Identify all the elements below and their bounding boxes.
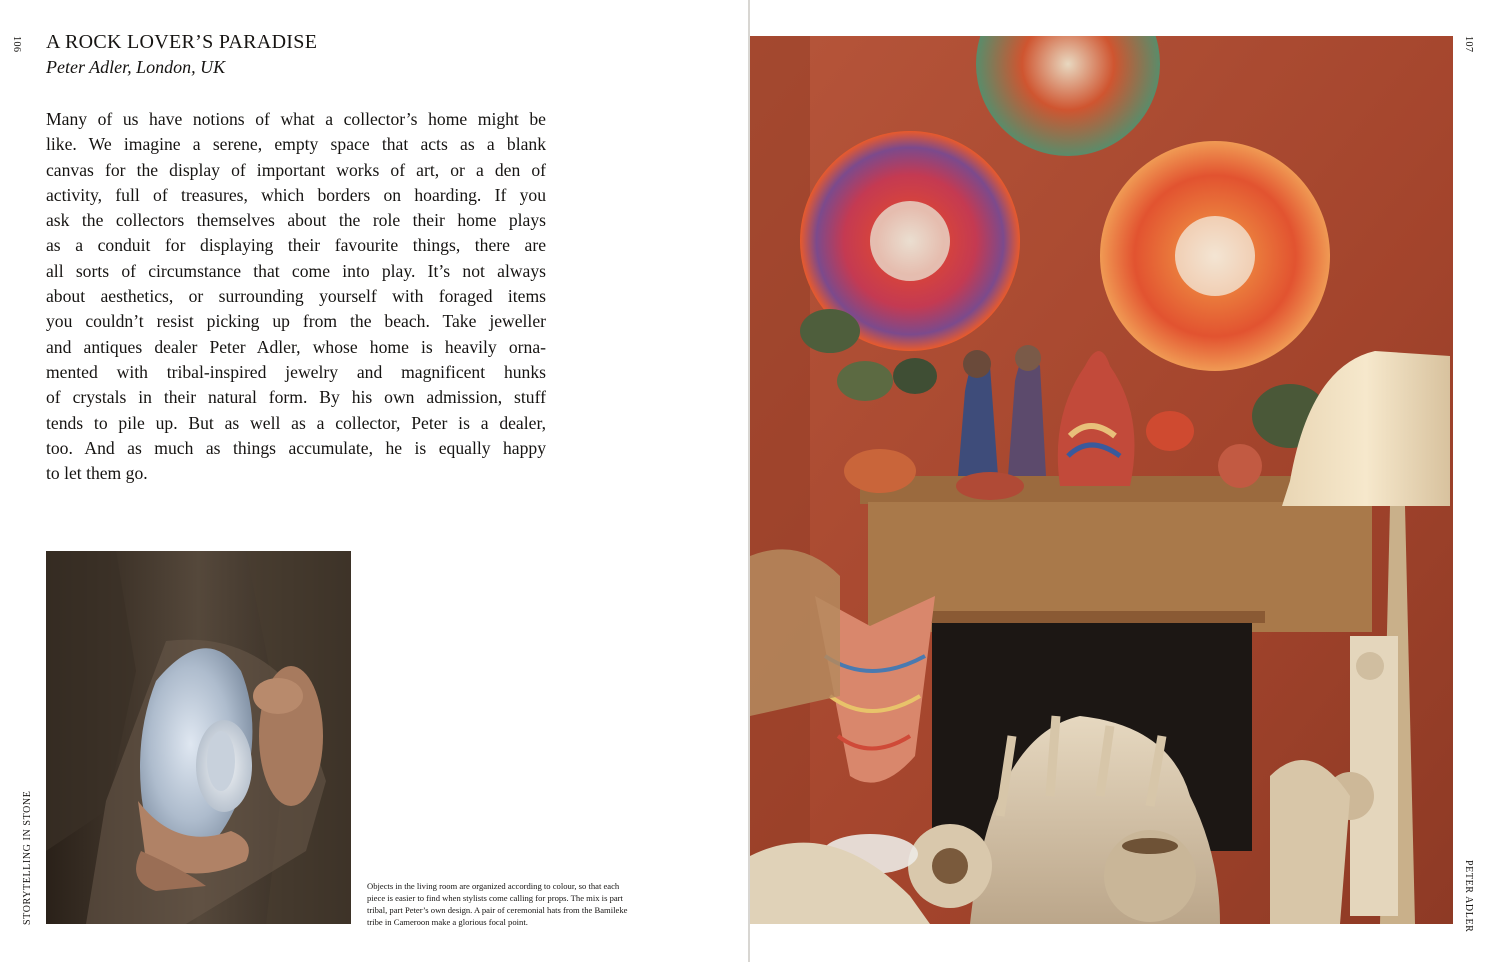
caption-line: tribal, part Peter’s own design. A pair of ceremonial hats from the Bamileke	[367, 905, 628, 916]
body-line: about aesthetics, or surrounding yourself with foraged items	[46, 286, 546, 307]
living-room-photo	[750, 36, 1453, 924]
caption-line: tribe in Cameroon make a glorious focal point.	[367, 917, 528, 928]
body-line: activity, full of treasures, which borders on hoarding. If you	[46, 184, 546, 205]
photo-caption	[367, 880, 685, 928]
body-line: mented with tribal-inspired jewelry and magnificent hunks	[46, 361, 546, 382]
body-line: like. We imagine a serene, empty space that acts as a blank	[46, 134, 546, 155]
body-line: you couldn’t resist picking up from the beach. Take jeweller	[46, 311, 546, 332]
article-title: A ROCK LOVER’S PARADISE	[46, 31, 318, 53]
caption-line: Objects in the living room are organized according to colour, so that each	[367, 881, 620, 891]
body-line: and antiques dealer Peter Adler, whose home is heavily orna-	[46, 336, 546, 357]
crystal-geode-photo	[46, 551, 351, 924]
body-line: Many of us have notions of what a collector’s home might be	[46, 109, 546, 129]
body-line: ask the collectors themselves about the role their home plays	[46, 210, 546, 231]
page-number: 106	[11, 36, 22, 53]
body-line: tends to pile up. But as well as a collector, Peter is a dealer,	[46, 412, 546, 433]
running-head: STORYTELLING IN STONE	[22, 790, 33, 925]
body-text	[46, 107, 546, 486]
article-subtitle: Peter Adler, London, UK	[46, 57, 226, 77]
body-line: too. And as much as things accumulate, he is equally happy	[46, 437, 546, 458]
body-line: all sorts of circumstance that come into play. It’s not always	[46, 260, 546, 281]
body-line: canvas for the display of important works of art, or a den of	[46, 159, 546, 180]
right-page	[750, 0, 1500, 962]
body-line: as a conduit for displaying their favourite things, there are	[46, 235, 546, 256]
body-line: to let them go.	[46, 463, 148, 484]
caption-line: piece is easier to find when stylists come calling for props. The mix is part	[367, 893, 623, 904]
page-number: 107	[1463, 36, 1474, 53]
left-page	[0, 0, 749, 962]
running-head: PETER ADLER	[1463, 860, 1474, 933]
body-line: of crystals in their natural form. By his own admission, stuff	[46, 387, 546, 408]
